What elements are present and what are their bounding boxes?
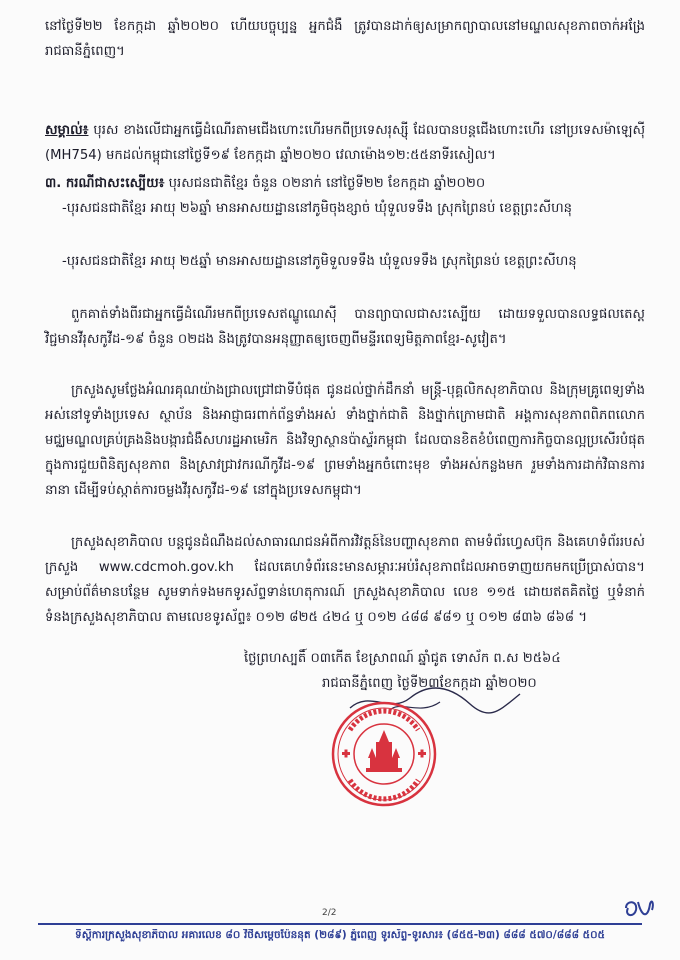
recovered-paragraph: ពួកគាត់ទាំងពីរជាអ្នកធ្វើដំណើរមកពីប្រទេសឥណ្ឌូណេស៊ី បានព្យាបាលជាសះស្បើយ ដោយទទួលបានលទ្ធផលតេស្តវិជ្ជមានវីរុសកូវីដ-១៩ ចំនួន ០២ដង និងត្រូវបានអនុញ្ញាតឲ្យចេញពីមន្ទីរពេទ្យមិត្តភាពខ្មែរ-សូវៀត។ [45, 307, 645, 347]
section-3-text: បុរសជនជាតិខ្មែរ ចំនួន ០២នាក់ នៅថ្ងៃទី២២ ខែកក្កដា ឆ្នាំ២០២០ [164, 176, 486, 191]
page-number: 2/2 [322, 908, 337, 918]
lunar-date: ថ្ងៃព្រហស្បតិ៍ ០៣កើត ខែស្រាពណ៍ ឆ្នាំជូត ទោស័ក ព.ស ២៥៦៤ [244, 651, 561, 666]
intro-paragraph: នៅថ្ងៃទី២២ ខែកក្កដា ឆ្នាំ២០២០ ហើយបច្ចុប្បន្ន អ្នកជំងឺ ត្រូវបានដាក់ឲ្យសម្រាកព្យាបាលនៅមណ្ឌលសុខភាពចាក់អង្រែ រាជធានីភ្នំពេញ។ [45, 19, 645, 59]
section-3-label: ៣. ករណីជាសះស្បើយ៖ [45, 176, 165, 191]
footer-divider [38, 923, 642, 925]
note-text: បុរស ខាងលើជាអ្នកធ្វើដំណើរតាមជើងហោះហើរមកពីប្រទេសរុស្ស៊ី ដែលបានបន្តជើងហោះហើរ នៅប្រទេសម៉ាឡេស៊ី (MH754) មកដល់កម្ពុជានៅថ្ងៃទី១៩ ខែកក្កដា ឆ្នាំ២០២០ វេលាម៉ោង១២:៥៥នាទីរសៀល។ [45, 123, 645, 163]
solar-date: រាជធានីភ្នំពេញ ថ្ងៃទី២៣ខែកក្កដា ឆ្នាំ២០២០ [322, 676, 537, 691]
case-2-item: -បុរសជនជាតិខ្មែរ អាយុ ២៥ឆ្នាំ មានអាសយដ្ឋាននៅភូមិទួលទទឹង ឃុំទួលទទឹង ស្រុកព្រៃនប់ ខេត្តព្រះសីហនុ [62, 254, 577, 269]
section-3-heading [45, 171, 645, 196]
case-1-item: -បុរសជនជាតិខ្មែរ អាយុ ២៦ឆ្នាំ មានអាសយដ្ឋាននៅភូមិចុងខ្សាច់ ឃុំទួលទទឹង ស្រុកព្រៃនប់ ខេត្តព្រះសីហនុ [62, 201, 573, 216]
footer-address: ទីស្តីការក្រសួងសុខាភិបាល អគារលេខ ៨០ វិថីសម្តេចប៉ែននុត (២៨៩) ភ្នំពេញ ទូរស័ព្ទ-ទូរសារ៖ (៨៥៥-២៣) ៨៨៨ ៥៧០/៨៨៨ ៥០៥ [75, 929, 605, 941]
ministry-stamp [330, 700, 438, 808]
page-mark-icon [622, 896, 656, 922]
note-label: សម្គាល់៖ [45, 123, 89, 138]
info-paragraph: ក្រសួងសុខាភិបាល បន្តជូនដំណឹងដល់សាធារណជនអំពីការវិវត្តន៍នៃបញ្ហាសុខភាព តាមទំព័រហ្វេសប៊ុក និងគេហទំព័ររបស់ក្រសួង www.cdcmoh.gov.kh ដែលគេហទំព័រនេះមានសម្ភារៈអប់រំសុខភាពដែលអាចទាញយកមកប្រើប្រាស់បាន។ សម្រាប់ព័ត៌មានបន្ថែម សូមទាក់ទងមកទូរស័ព្ទទាន់ហេតុការណ៍ ក្រសួងសុខាភិបាល លេខ ១១៥ ដោយឥតគិតថ្លៃ ឬទំនាក់ទំនងក្រសួងសុខាភិបាល តាមលេខទូរស័ព្ទ៖ ០១២ ៨២៥ ៤២៤ ឬ ០១២ ៤៨៨ ៩៨១ ឬ ០១២ ៨៣៦ ៨៦៨ ។ [45, 535, 645, 625]
thanks-paragraph: ក្រសួងសូមថ្លែងអំណរគុណយ៉ាងជ្រាលជ្រៅជាទីបំផុត ជូនដល់ថ្នាក់ដឹកនាំ មន្ត្រី-បុគ្គលិកសុខាភិបាល និងក្រុមគ្រូពេទ្យទាំងអស់នៅទូទាំងប្រទេស ស្ថាប័ន និងអាជ្ញាធរពាក់ព័ន្ធទាំងអស់ ទាំងថ្នាក់ជាតិ និងថ្នាក់ក្រោមជាតិ អង្គការសុខភាពពិភពលោក មជ្ឈមណ្ឌលគ្រប់គ្រងនិងបង្ការជំងឺសហរដ្ឋអាមេរិក និងវិទ្យាស្ថានប៉ាស្ទ័រកម្ពុជា ដែលបានខិតខំបំពេញការកិច្ចបានល្អប្រសើរបំផុត ក្នុងការជួយពិនិត្យសុខភាព និងស្រាវជ្រាវករណីកូវីដ-១៩ ព្រមទាំងអ្នកចំពោះមុខ ទាំងអស់កន្លងមក រួមទាំងការដាក់វិធានការនានា ដើម្បីទប់ស្កាត់ការចម្លងវីរុសកូវីដ-១៩ នៅក្នុងប្រទេសកម្ពុជា។ [45, 383, 645, 498]
note-paragraph [45, 118, 645, 168]
